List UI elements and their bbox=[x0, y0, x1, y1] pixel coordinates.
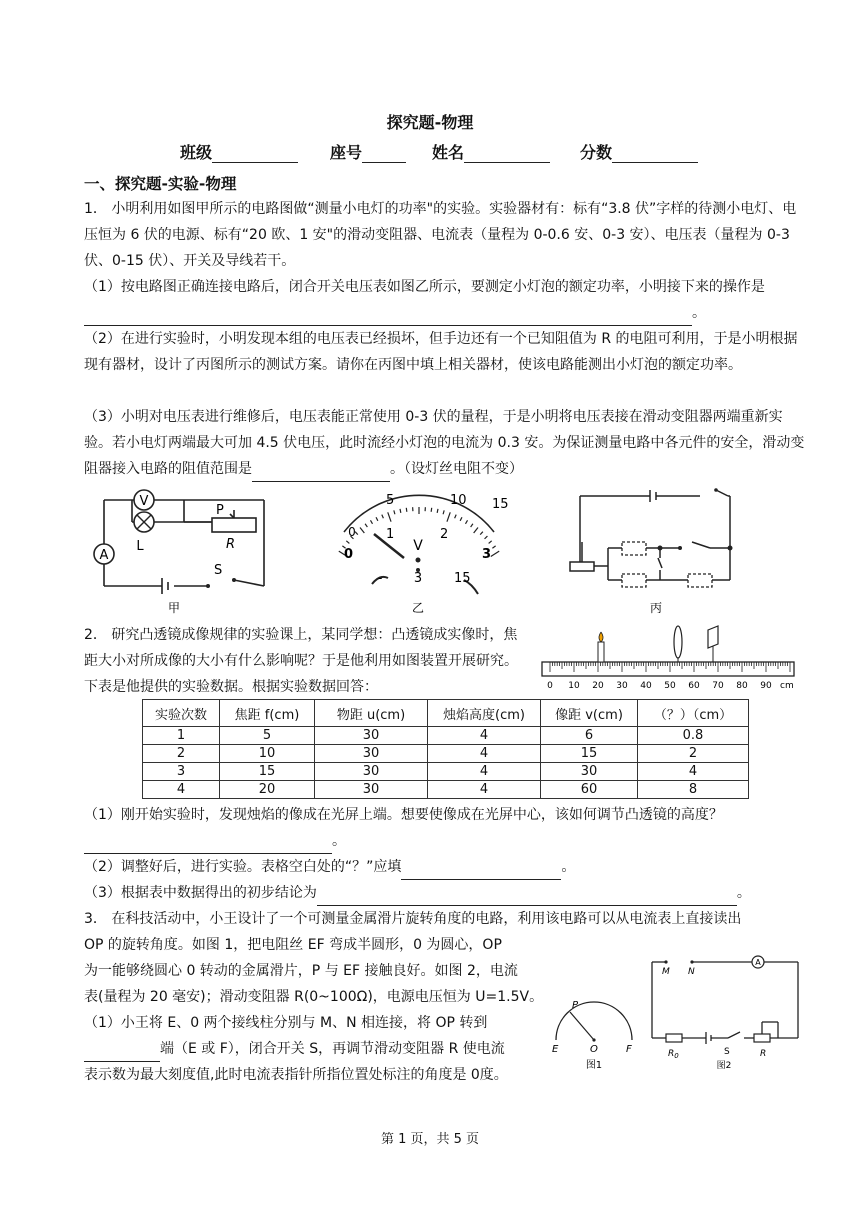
jia-label-l: L bbox=[136, 539, 144, 554]
screen-symbol bbox=[708, 626, 718, 648]
table-cell: 4 bbox=[428, 745, 541, 763]
yi-caption: 乙 bbox=[411, 601, 425, 615]
table-row bbox=[143, 727, 749, 745]
page-footer: 第 1 页，共 5 页 bbox=[380, 1132, 480, 1147]
score-label: 分数 bbox=[580, 143, 613, 162]
table-cell: 4 bbox=[143, 781, 220, 799]
yi-terminal-neg: - bbox=[378, 571, 383, 585]
ruler-30: 30 bbox=[616, 681, 628, 691]
table-row bbox=[143, 763, 749, 781]
jia-label-r: R bbox=[226, 537, 236, 552]
ruler-0: 0 bbox=[547, 681, 553, 691]
q2-sub2-end: 。 bbox=[561, 859, 576, 875]
jia-label-a: A bbox=[99, 548, 109, 563]
q2-sub1-blank bbox=[84, 836, 332, 854]
q1-sub3-end: 。（设灯丝电阻不变） bbox=[390, 461, 523, 477]
yi-top-5: 5 bbox=[386, 493, 395, 508]
jia-label-v: V bbox=[139, 494, 149, 509]
q3-line7: 表示数为最大刻度值,此时电流表指针所指位置处标注的角度是 0度。 bbox=[84, 1067, 508, 1083]
q2-number: 2． bbox=[84, 627, 107, 643]
table-cell: 6 bbox=[541, 727, 638, 745]
ruler-40: 40 bbox=[640, 681, 652, 691]
fig2-label-s: S bbox=[724, 1047, 730, 1057]
class-field bbox=[180, 140, 298, 163]
q3-line6-blank bbox=[84, 1044, 160, 1062]
bing-caption: 丙 bbox=[649, 601, 663, 615]
q1-sub3-blank bbox=[252, 464, 390, 482]
score-field bbox=[580, 140, 698, 163]
yi-bottom-3: 3 bbox=[482, 547, 492, 562]
table-cell: 8 bbox=[638, 781, 749, 799]
ruler-60: 60 bbox=[688, 681, 700, 691]
table-header-cell: 焦距 f(cm) bbox=[220, 700, 315, 727]
table-cell: 4 bbox=[428, 763, 541, 781]
table-header-cell: 实验次数 bbox=[143, 700, 220, 727]
table-cell: 20 bbox=[220, 781, 315, 799]
lens-symbol bbox=[674, 626, 682, 658]
score-blank bbox=[612, 146, 698, 163]
figure-yi bbox=[314, 482, 524, 618]
table-cell: 10 bbox=[220, 745, 315, 763]
q2-sub3-text: （3）根据表中数据得出的初步结论为 bbox=[84, 885, 317, 901]
table-header-cell: 像距 v(cm) bbox=[541, 700, 638, 727]
table-cell: 15 bbox=[541, 745, 638, 763]
fig1-label-p: P bbox=[572, 1000, 579, 1011]
ruler-10: 10 bbox=[568, 681, 580, 691]
yi-bottom-0: 0 bbox=[344, 547, 354, 562]
jia-label-p: P bbox=[216, 503, 224, 518]
fig2-label-r0: $R_0$ bbox=[668, 1049, 679, 1060]
q3-line1-text: 在科技活动中，小王设计了一个可测量金属滑片旋转角度的电路，利用该电路可以从电流表上直接读出 bbox=[111, 911, 742, 927]
yi-top-15: 15 bbox=[492, 497, 509, 512]
section-title: 一、探究题-实验-物理 bbox=[84, 175, 237, 193]
q1-sub3-text: （3）小明对电压表进行维修后，电压表能正常使用 0-3 伏的量程，于是小明将电压表接在滑动变阻器两端重新实验。若小电灯两端最大可加 4.5 伏电压，此时流经小灯泡的电流为 0.3 安。为保证测量电路中各元件的安全，滑动变阻器接入电路的阻值范围是 bbox=[84, 409, 805, 477]
yi-terminal-3: 3 bbox=[413, 571, 423, 586]
q3-line1 bbox=[84, 906, 808, 932]
fig1-caption: 图1 bbox=[585, 1060, 603, 1071]
name-field bbox=[432, 140, 550, 163]
name-blank bbox=[464, 146, 550, 163]
q3-line5: （1）小王将 E、0 两个接线柱分别与 M、N 相连接，将 OP 转到 bbox=[84, 1015, 488, 1031]
ruler-unit: cm bbox=[780, 681, 794, 691]
table-cell: 2 bbox=[638, 745, 749, 763]
figure-1 bbox=[548, 992, 638, 1072]
q2-sub1-end: 。 bbox=[332, 833, 346, 849]
fig1-label-f: F bbox=[626, 1044, 632, 1055]
yi-bottom-2: 2 bbox=[440, 527, 449, 542]
fig2-label-n: N bbox=[688, 967, 695, 977]
table-cell: 60 bbox=[541, 781, 638, 799]
table-cell: 5 bbox=[220, 727, 315, 745]
table-cell: 30 bbox=[315, 763, 428, 781]
page-title: 探究题-物理 bbox=[386, 113, 474, 132]
table-header-cell: 烛焰高度(cm) bbox=[428, 700, 541, 727]
resistor-r0-symbol bbox=[666, 1034, 682, 1042]
seat-label: 座号 bbox=[330, 143, 363, 162]
fig2-caption: 图2 bbox=[716, 1061, 732, 1071]
fig1-label-o: O bbox=[590, 1044, 598, 1055]
figure-optical-bench bbox=[538, 622, 800, 692]
jia-caption: 甲 bbox=[167, 601, 181, 615]
experiment-table bbox=[142, 699, 749, 799]
class-label: 班级 bbox=[180, 143, 213, 162]
fig2-label-m: M bbox=[662, 967, 670, 977]
table-cell: 4 bbox=[428, 781, 541, 799]
q1-sub3 bbox=[84, 404, 808, 482]
table-cell: 30 bbox=[315, 727, 428, 745]
figure-bing bbox=[560, 482, 750, 618]
table-cell: 30 bbox=[541, 763, 638, 781]
q1-sub1-blank bbox=[84, 308, 692, 326]
ruler-90: 90 bbox=[760, 681, 772, 691]
figure-jia bbox=[84, 482, 274, 618]
seat-blank bbox=[362, 146, 406, 163]
q2-stem-text: 研究凸透镜成像规律的实验课上，某同学想：凸透镜成实像时，焦距大小对所成像的大小有什么影响呢？于是他利用如图装置开展研究。下表是他提供的实验数据。根据实验数据回答： bbox=[84, 627, 518, 695]
table-row bbox=[143, 781, 749, 799]
table-cell: 2 bbox=[143, 745, 220, 763]
yi-unit: V bbox=[413, 538, 423, 554]
figure-2 bbox=[648, 944, 808, 1072]
yi-top-0: 0 bbox=[348, 525, 356, 539]
q1-sub1 bbox=[84, 274, 808, 326]
q1-stem-text: 小明利用如图甲所示的电路图做“测量小电灯的功率"的实验。实验器材有：标有“3.8 伏”字样的待测小电灯、电压恒为 6 伏的电源、标有“20 欧、1 安"的滑动变阻器、电流表（量程为 0-0.6 安、0-3 安）、电压表（量程为 0-3 伏、0-15 伏）、开关及导线若干。 bbox=[84, 201, 797, 269]
q1-sub1-text: （1）按电路图正确连接电路后，闭合开关电压表如图乙所示，要测定小灯泡的额定功率，小明接下来的操作是 bbox=[84, 279, 765, 295]
q2-sub2-text: （2）调整好后，进行实验。表格空白处的“？”应填 bbox=[84, 859, 402, 875]
rheostat-symbol bbox=[754, 1034, 770, 1042]
yi-top-10: 10 bbox=[450, 493, 467, 508]
table-cell: 30 bbox=[315, 781, 428, 799]
q2-sub3 bbox=[84, 880, 808, 906]
table-cell: 1 bbox=[143, 727, 220, 745]
table-cell: 4 bbox=[428, 727, 541, 745]
jia-label-s: S bbox=[214, 563, 223, 578]
q3-line2: OP 的旋转角度。如图 1，把电阻丝 EF 弯成半圆形，0 为圆心，OP bbox=[84, 937, 502, 953]
yi-bottom-1: 1 bbox=[386, 527, 395, 542]
name-label: 姓名 bbox=[432, 143, 465, 162]
fig2-label-r: R bbox=[760, 1049, 767, 1059]
table-cell: 3 bbox=[143, 763, 220, 781]
table-cell: 15 bbox=[220, 763, 315, 781]
fig1-label-e: E bbox=[552, 1044, 559, 1055]
table-header-cell: 物距 u(cm) bbox=[315, 700, 428, 727]
q1-number: 1． bbox=[84, 201, 107, 217]
q2-sub3-end: 。 bbox=[736, 885, 751, 901]
q1-stem bbox=[84, 196, 808, 274]
table-cell: 4 bbox=[638, 763, 749, 781]
q3-line6-text: 端（E 或 F），闭合开关 S，再调节滑动变阻器 R 使电流 bbox=[160, 1041, 505, 1057]
table-cell: 0.8 bbox=[638, 727, 749, 745]
q1-sub1-end: 。 bbox=[692, 305, 706, 321]
seat-field bbox=[330, 140, 406, 163]
ruler-50: 50 bbox=[664, 681, 676, 691]
q2-sub1 bbox=[84, 802, 808, 854]
q3-line3: 为一能够绕圆心 0 转动的金属滑片，P 与 EF 接触良好。如图 2，电流 bbox=[84, 963, 518, 979]
yi-terminal-15: 15 bbox=[454, 571, 471, 586]
table-row bbox=[143, 745, 749, 763]
fig2-label-a: A bbox=[755, 958, 761, 967]
q3-number: 3． bbox=[84, 911, 107, 927]
class-blank bbox=[212, 146, 298, 163]
ruler-20: 20 bbox=[592, 681, 604, 691]
q2-stem bbox=[84, 622, 528, 700]
table-header-row bbox=[143, 700, 749, 727]
q3-line6 bbox=[84, 1036, 554, 1062]
ruler-70: 70 bbox=[712, 681, 724, 691]
q2-sub2-blank bbox=[401, 862, 561, 880]
table-header-cell: （？）（cm） bbox=[638, 700, 749, 727]
q2-sub2 bbox=[84, 854, 808, 880]
q2-sub1-text: （1）刚开始实验时，发现烛焰的像成在光屏上端。想要使像成在光屏中心，该如何调节凸透镜的高度？ bbox=[84, 807, 723, 823]
q1-sub2: （2）在进行实验时，小明发现本组的电压表已经损坏，但手边还有一个已知阻值为 R 的电阻可利用，于是小明根据现有器材，设计了丙图所示的测试方案。请你在丙图中填上相关器材，使该电路能测出小灯泡的额定功率。 bbox=[84, 331, 798, 373]
q3-line4: 表(量程为 20 毫安)；滑动变阻器 R(0~100Ω)，电源电压恒为 U=1.5V。 bbox=[84, 989, 544, 1005]
ruler-80: 80 bbox=[736, 681, 748, 691]
q2-sub3-blank bbox=[317, 888, 737, 906]
table-cell: 30 bbox=[315, 745, 428, 763]
